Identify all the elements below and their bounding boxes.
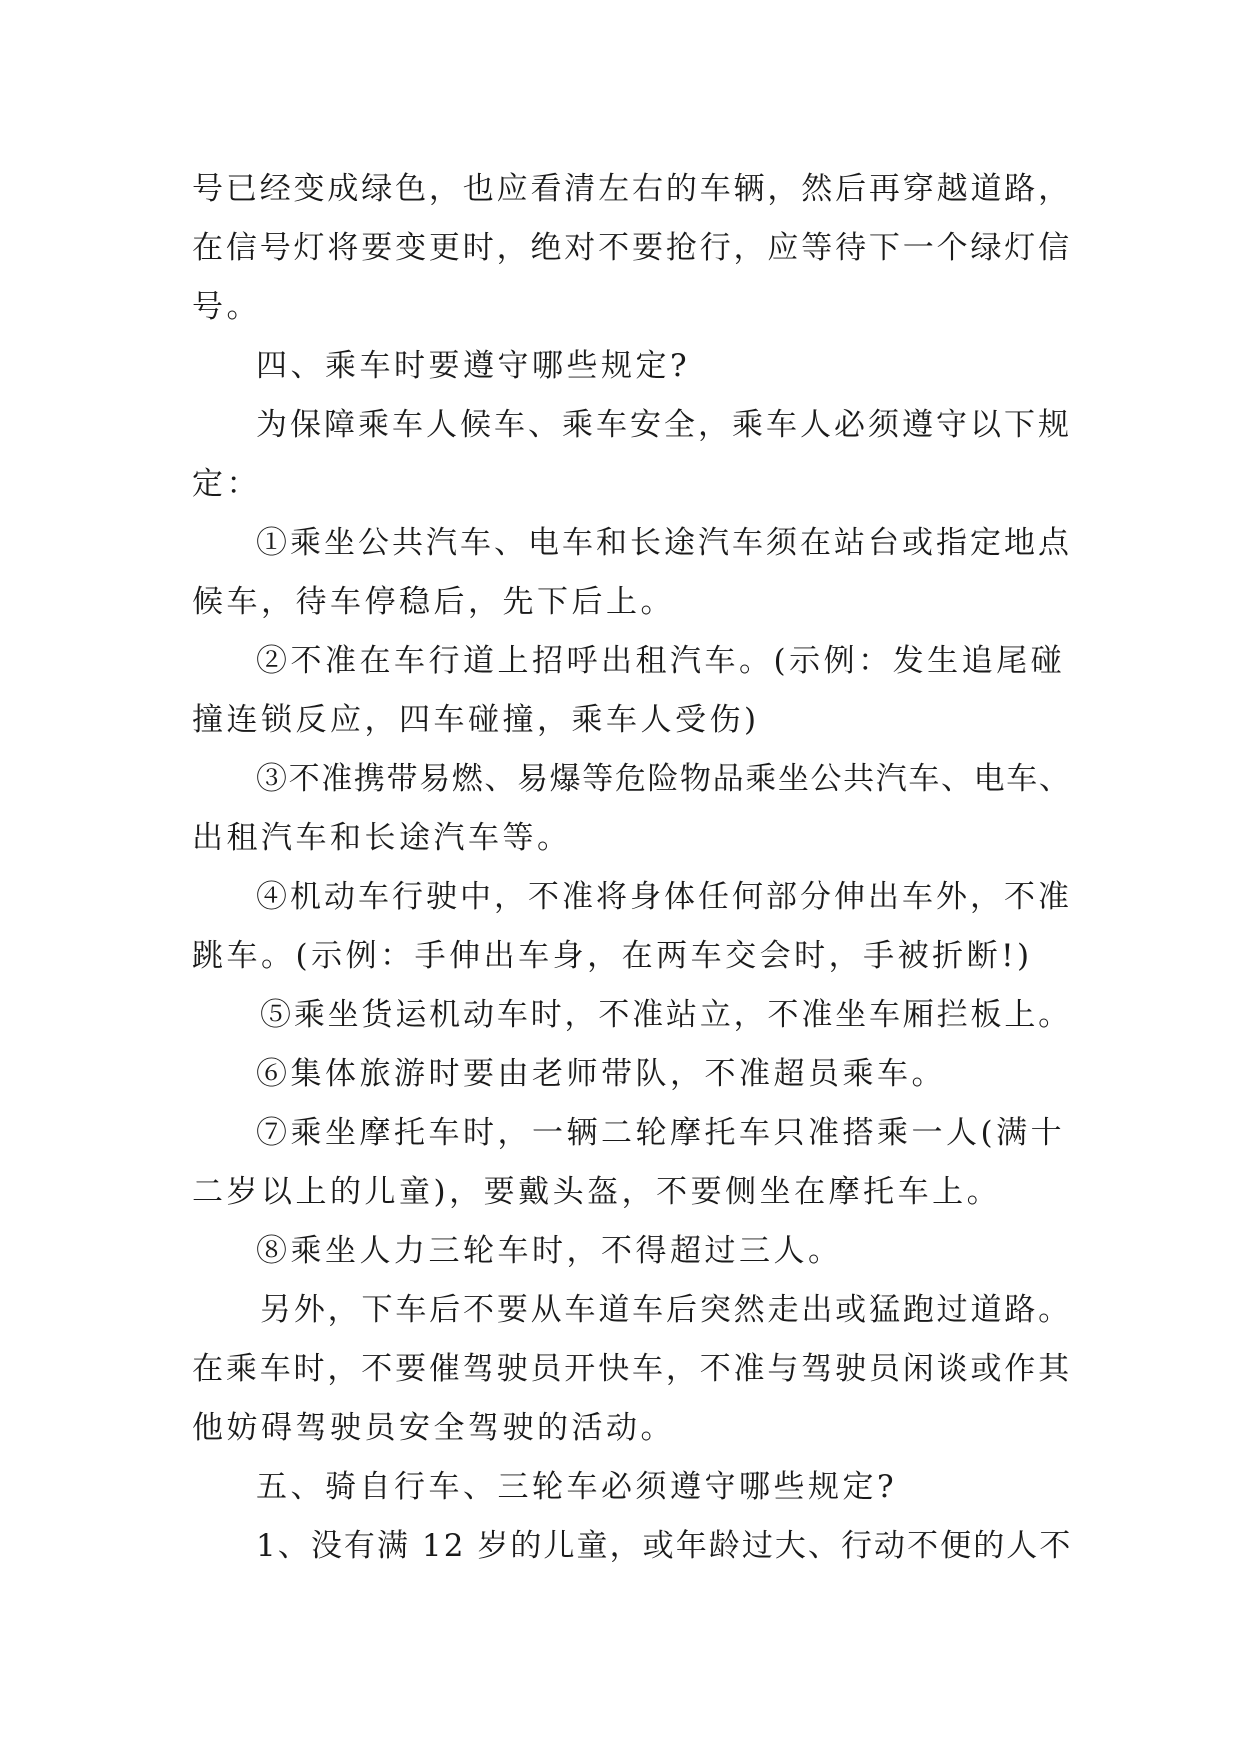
paragraph-line: 另外，下车后不要从车道车后突然走出或猛跑过道路。 — [260, 1292, 1072, 1328]
rule-item-8: ⑧乘坐人力三轮车时，不得超过三人。 — [256, 1233, 843, 1269]
paragraph-line: 二岁以上的儿童)，要戴头盔，不要侧坐在摩托车上。 — [192, 1174, 1002, 1210]
paragraph-line: 1、没有满 12 岁的儿童，或年龄过大、行动不便的人不 — [256, 1528, 1073, 1564]
paragraph-line: 号。 — [192, 289, 261, 325]
document-body — [192, 160, 1072, 1576]
paragraph-line: 号已经变成绿色，也应看清左右的车辆，然后再穿越道路， — [192, 171, 1072, 207]
paragraph-line: 他妨碍驾驶员安全驾驶的活动。 — [192, 1410, 675, 1446]
rule-item-1: ①乘坐公共汽车、电车和长途汽车须在站台或指定地点 — [256, 525, 1072, 561]
section-heading-5: 五、骑自行车、三轮车必须遵守哪些规定? — [256, 1469, 898, 1505]
paragraph-line: 定： — [192, 466, 261, 502]
paragraph-line: 跳车。(示例：手伸出车身，在两车交会时，手被折断!) — [192, 938, 1033, 974]
section-heading-4: 四、乘车时要遵守哪些规定? — [256, 348, 691, 384]
paragraph-line: 在信号灯将要变更时，绝对不要抢行，应等待下一个绿灯信 — [192, 230, 1072, 266]
paragraph-line: 出租汽车和长途汽车等。 — [192, 820, 572, 856]
rule-item-4: ④机动车行驶中，不准将身体任何部分伸出车外，不准 — [256, 879, 1072, 915]
paragraph-line: 撞连锁反应，四车碰撞，乘车人受伤) — [192, 702, 760, 738]
paragraph-line: 为保障乘车人候车、乘车安全，乘车人必须遵守以下规 — [256, 407, 1072, 443]
rule-item-7: ⑦乘坐摩托车时，一辆二轮摩托车只准搭乘一人(满十 — [256, 1115, 1066, 1151]
rule-item-2: ②不准在车行道上招呼出租汽车。(示例：发生追尾碰 — [256, 643, 1066, 679]
rule-item-3: ③不准携带易燃、易爆等危险物品乘坐公共汽车、电车、 — [256, 761, 1072, 797]
paragraph-line: 在乘车时，不要催驾驶员开快车，不准与驾驶员闲谈或作其 — [192, 1351, 1072, 1387]
paragraph-line: 候车，待车停稳后，先下后上。 — [192, 584, 675, 620]
rule-item-5: ⑤乘坐货运机动车时，不准站立，不准坐车厢拦板上。 — [260, 997, 1072, 1033]
rule-item-6: ⑥集体旅游时要由老师带队，不准超员乘车。 — [256, 1056, 946, 1092]
